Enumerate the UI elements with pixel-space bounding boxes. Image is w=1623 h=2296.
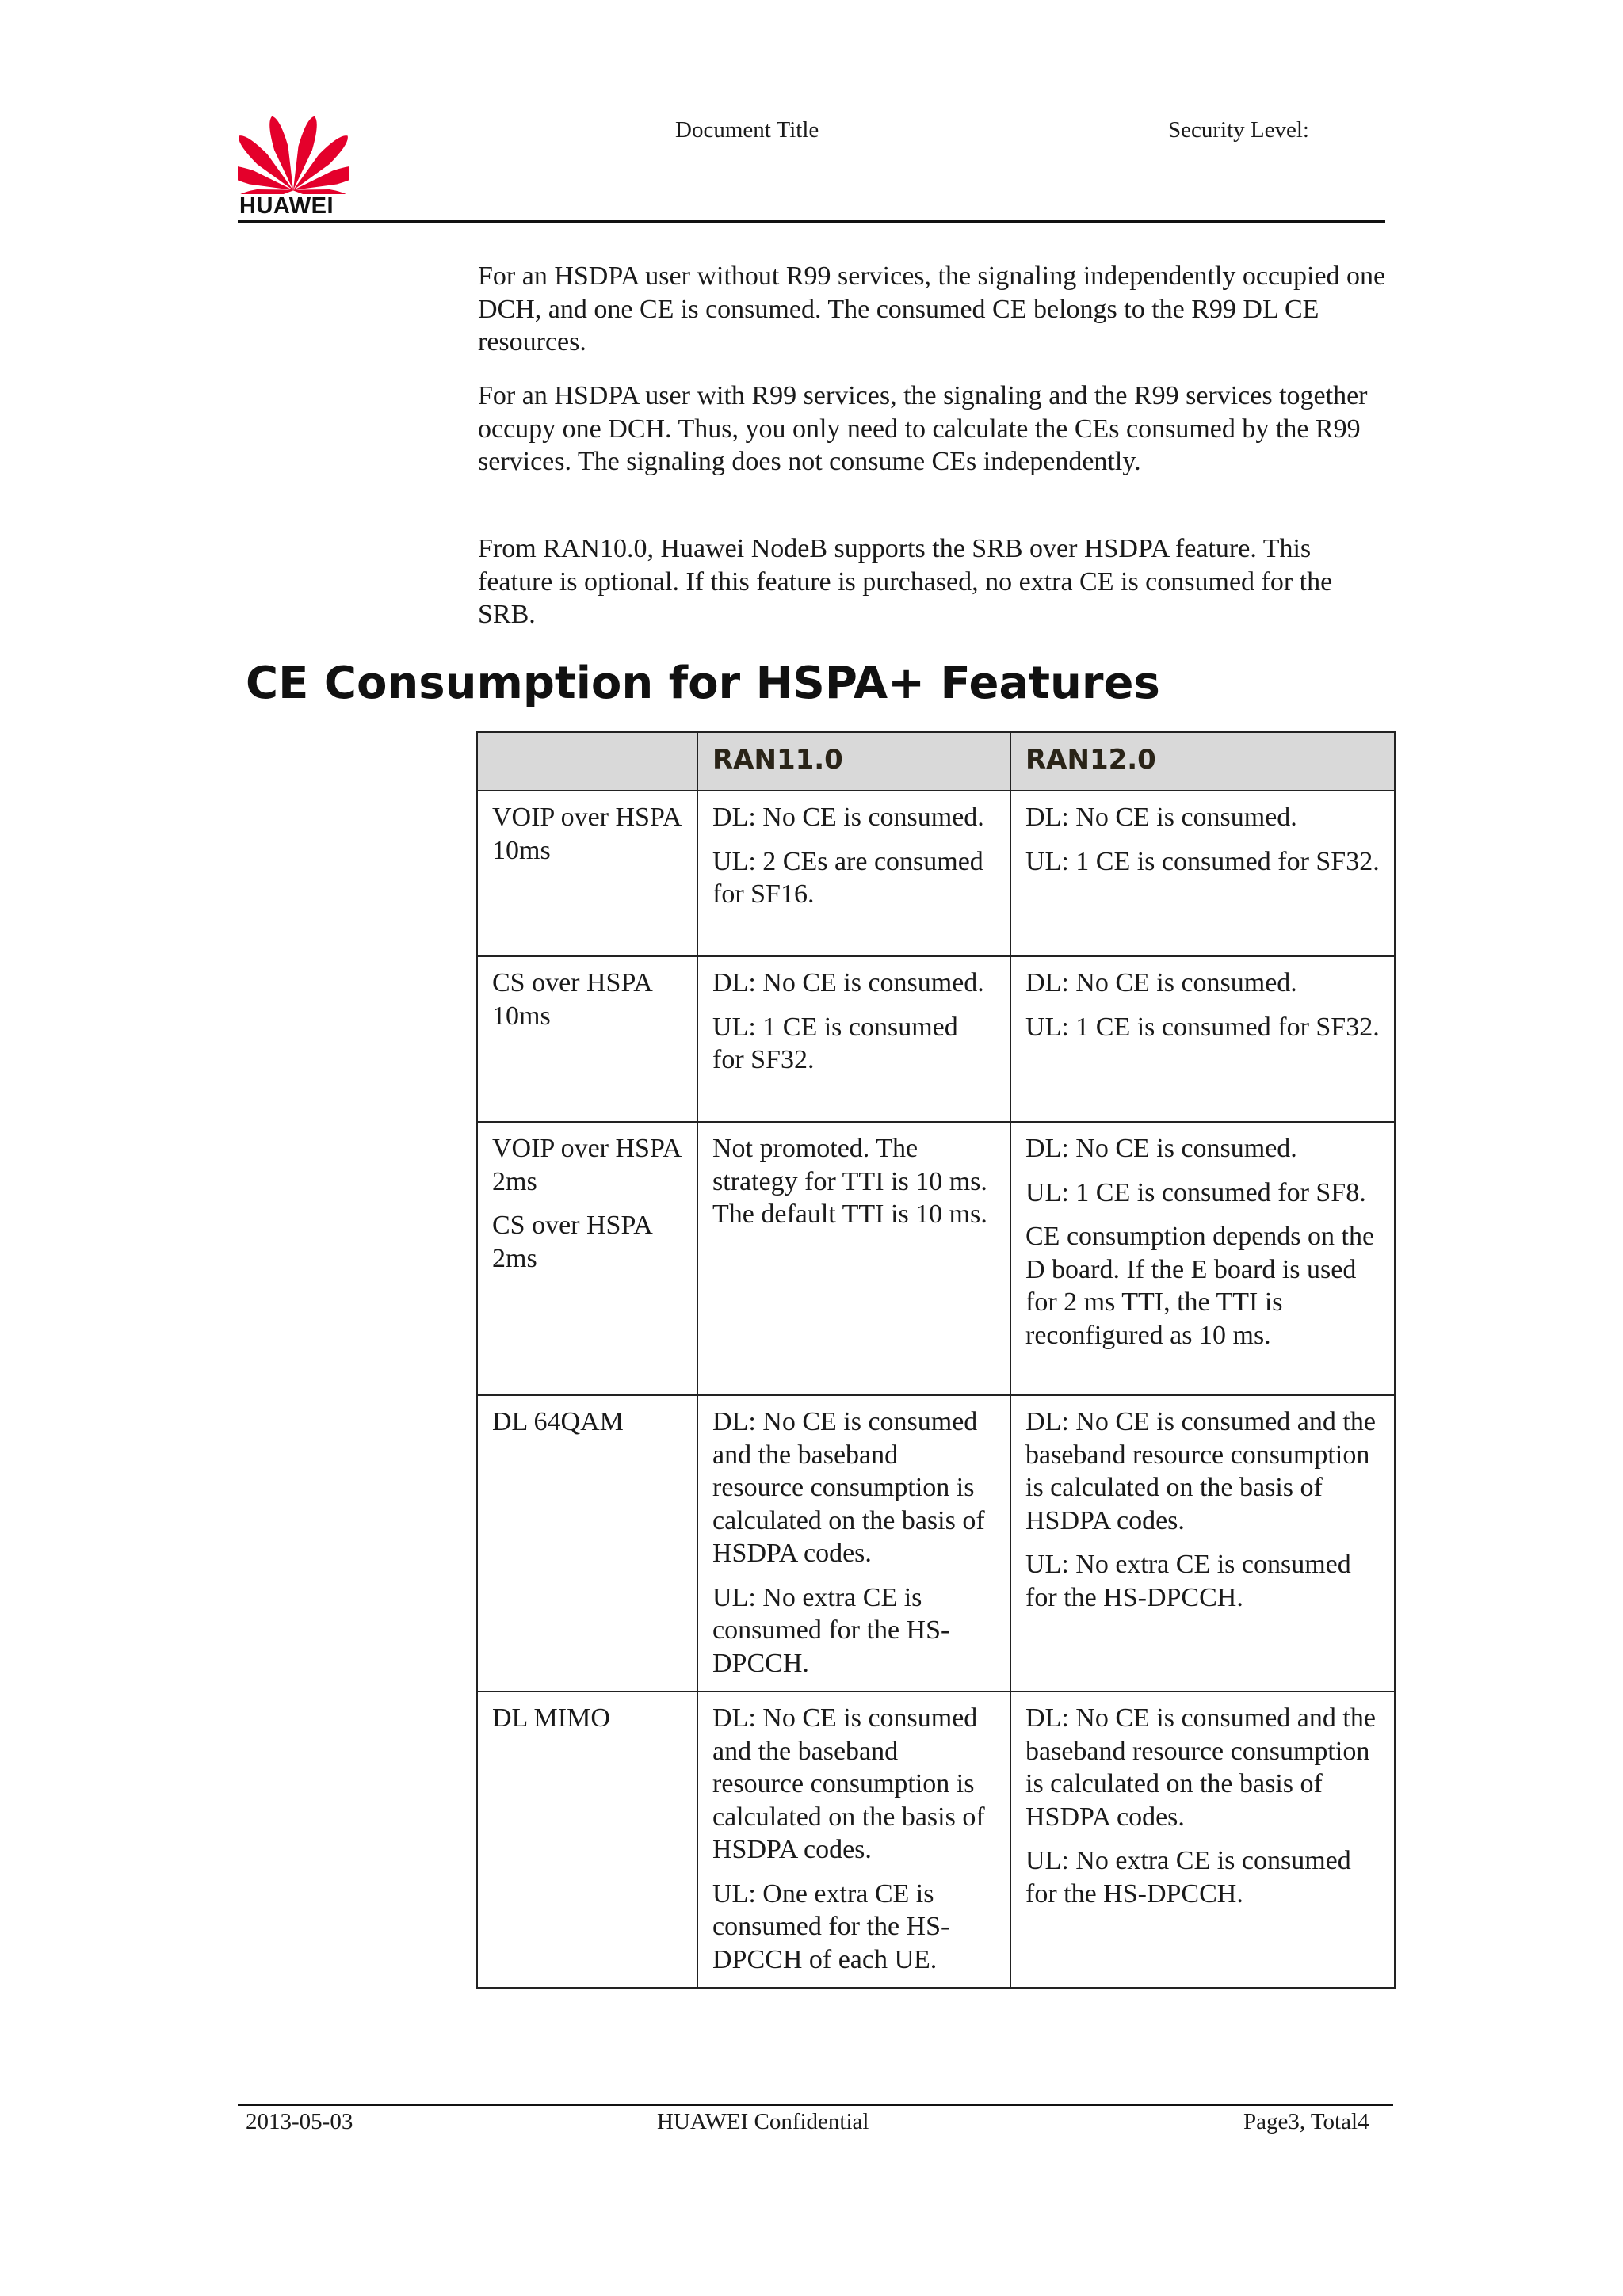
feature-cell (477, 1122, 697, 1395)
paragraph-1: For an HSDPA user without R99 services, the signaling independently occupied one DCH, and one CE is consumed. The consumed CE belongs to the R99 DL CE resources. (478, 261, 1386, 357)
table-header-row (477, 732, 1395, 791)
cell-text: UL: 2 CEs are consumed for SF16. (712, 846, 983, 909)
cell-text: DL: No CE is consumed and the baseband resource consumption is calculated on the basis of HSDPA codes. (1025, 1407, 1376, 1535)
cell-text: CS over HSPA 2ms (492, 1211, 651, 1273)
ran11-cell (697, 1395, 1010, 1691)
feature-cell (477, 791, 697, 956)
ran12-cell (1010, 956, 1395, 1122)
table-row (477, 1122, 1395, 1395)
ran11-cell (697, 791, 1010, 956)
table-row (477, 1395, 1395, 1691)
cell-text: DL: No CE is consumed. (712, 968, 984, 997)
ce-consumption-table (476, 731, 1396, 1989)
document-title: Document Title (675, 117, 819, 143)
table-row (477, 791, 1395, 956)
table-row (477, 956, 1395, 1122)
cell-text: DL: No CE is consumed and the baseband resource consumption is calculated on the basis of HSDPA codes. (712, 1703, 985, 1864)
ran12-cell (1010, 1122, 1395, 1395)
paragraph-2: For an HSDPA user with R99 services, the signaling and the R99 services together occupy one DCH. Thus, you only need to calculate the CEs consumed by the R99 services. The signaling does not consume CEs independently. (478, 381, 1368, 476)
cell-text: DL 64QAM (492, 1407, 624, 1436)
section-heading: CE Consumption for HSPA+ Features (246, 658, 1160, 709)
feature-cell (477, 956, 697, 1122)
cell-text: VOIP over HSPA 10ms (492, 803, 681, 865)
header-cell-ran12: RAN12.0 (1010, 732, 1395, 791)
ran12-cell (1010, 1691, 1395, 1988)
cell-text: UL: One extra CE is consumed for the HS-DPCCH of each UE. (712, 1878, 950, 1974)
header-cell-ran11: RAN11.0 (697, 732, 1010, 791)
ran11-cell (697, 1691, 1010, 1988)
cell-text: UL: No extra CE is consumed for the HS-DPCCH. (1025, 1550, 1351, 1612)
ran11-cell (697, 1122, 1010, 1395)
cell-text: Not promoted. The strategy for TTI is 10 ms. The default TTI is 10 ms. (712, 1134, 987, 1229)
cell-text: VOIP over HSPA 2ms (492, 1134, 681, 1196)
cell-text: UL: No extra CE is consumed for the HS-DPCCH. (712, 1582, 950, 1678)
ran12-cell (1010, 1395, 1395, 1691)
logo-text: HUAWEI (239, 193, 334, 219)
security-level: Security Level: (1168, 117, 1309, 143)
cell-text: UL: No extra CE is consumed for the HS-DPCCH. (1025, 1846, 1351, 1909)
footer-divider (238, 2104, 1393, 2106)
cell-text: CE consumption depends on the D board. If the E board is used for 2 ms TTI, the TTI is reconfigured as 10 ms. (1025, 1222, 1375, 1350)
paragraph-3: From RAN10.0, Huawei NodeB supports the SRB over HSDPA feature. This feature is optional. If this feature is purchased, no extra CE is consumed for the SRB. (478, 534, 1333, 629)
cell-text: UL: 1 CE is consumed for SF8. (1025, 1177, 1366, 1207)
footer-confidential: HUAWEI Confidential (657, 2109, 869, 2134)
header-cell-feature (477, 732, 697, 791)
cell-text: DL: No CE is consumed. (712, 803, 984, 832)
cell-text: DL MIMO (492, 1703, 610, 1733)
cell-text: CS over HSPA 10ms (492, 968, 651, 1031)
footer-page: Page3, Total4 (1243, 2109, 1369, 2134)
cell-text: DL: No CE is consumed. (1025, 803, 1297, 832)
footer-date: 2013-05-03 (246, 2109, 353, 2134)
cell-text: UL: 1 CE is consumed for SF32. (712, 1012, 958, 1074)
cell-text: DL: No CE is consumed. (1025, 968, 1297, 997)
header-divider (238, 220, 1385, 223)
cell-text: DL: No CE is consumed and the baseband resource consumption is calculated on the basis of HSDPA codes. (712, 1407, 985, 1568)
cell-text: DL: No CE is consumed and the baseband resource consumption is calculated on the basis of HSDPA codes. (1025, 1703, 1376, 1832)
cell-text: UL: 1 CE is consumed for SF32. (1025, 846, 1380, 876)
feature-cell (477, 1691, 697, 1988)
cell-text: UL: 1 CE is consumed for SF32. (1025, 1012, 1380, 1042)
table-row (477, 1691, 1395, 1988)
ran12-cell (1010, 791, 1395, 956)
cell-text: DL: No CE is consumed. (1025, 1134, 1297, 1163)
feature-cell (477, 1395, 697, 1691)
ran11-cell (697, 956, 1010, 1122)
